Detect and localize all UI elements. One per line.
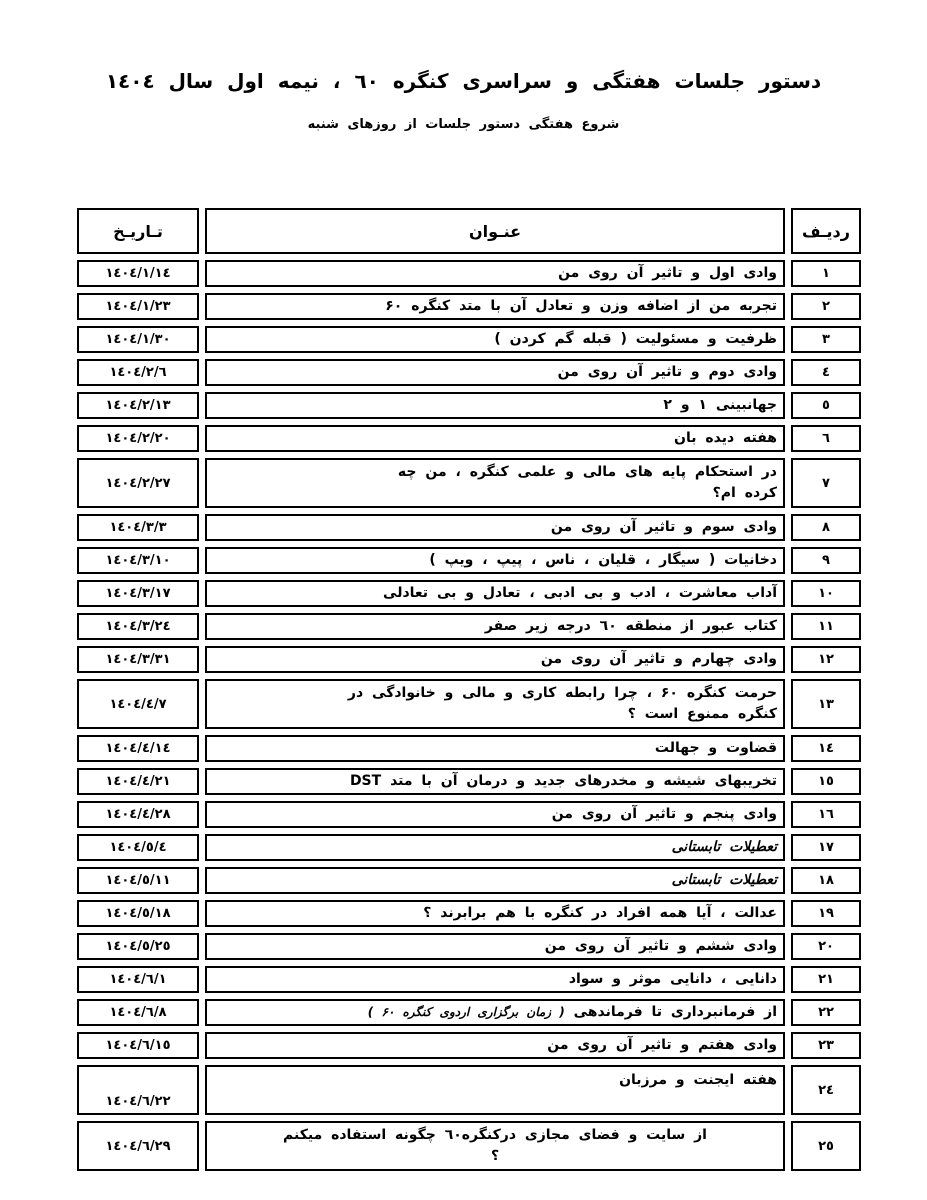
title-text: جهانبینی ١ و ٢: [663, 397, 777, 413]
date-cell: ١٤٠٤/٥/١١: [77, 867, 199, 894]
date-cell: ١٤٠٤/٢/٦: [77, 359, 199, 386]
date-cell: ١٤٠٤/٦/٨: [77, 999, 199, 1026]
row-number-cell: ١٩: [791, 900, 861, 927]
date-cell: ١٤٠٤/٢/١٣: [77, 392, 199, 419]
row-number-cell: ١: [791, 260, 861, 287]
title-text: وادی دوم و تاثیر آن روی من: [557, 364, 777, 380]
row-number-cell: ١٠: [791, 580, 861, 607]
title-line: از سایت و فضای مجازی درکنگره٦٠ چگونه استفاده میکنم: [283, 1127, 707, 1143]
title-cell: [205, 547, 785, 574]
title-cell: [205, 392, 785, 419]
table-row: [77, 208, 861, 254]
table-row: [77, 359, 861, 386]
title-cell: [205, 1121, 785, 1171]
title-text: وادی چهارم و تاثیر آن روی من: [540, 651, 777, 667]
title-cell: [205, 425, 785, 452]
date-cell: ١٤٠٤/٤/٢١: [77, 768, 199, 795]
title-text: دخانیات ( سیگار ، قلیان ، ناس ، پیپ ، ویپ ): [429, 552, 777, 568]
row-number-cell: ٣: [791, 326, 861, 353]
title-text: وادی اول و تاثیر آن روی من: [558, 265, 777, 281]
title-line: در استحکام پایه های مالی و علمی کنگره ، من چه: [397, 464, 777, 480]
row-number-cell: ٤: [791, 359, 861, 386]
date-cell: ١٤٠٤/١/١٤: [77, 260, 199, 287]
title-text: تجربه من از اضافه وزن و تعادل آن با متد کنگره ۶۰: [385, 298, 777, 314]
row-number-cell: ٢٠: [791, 933, 861, 960]
row-number-cell: ١٢: [791, 646, 861, 673]
table-header-row: [77, 208, 861, 254]
date-cell: ١٤٠٤/٣/١٧: [77, 580, 199, 607]
title-line: ؟: [490, 1148, 500, 1164]
date-cell: ١٤٠٤/٤/٢٨: [77, 801, 199, 828]
table-row: [77, 679, 861, 729]
table-row: [77, 966, 861, 993]
date-cell: ١٤٠٤/٣/٣١: [77, 646, 199, 673]
schedule-table: [71, 202, 867, 1177]
table-row: [77, 547, 861, 574]
title-text: عدالت ، آیا همه افراد در کنگره با هم برابرند ؟: [423, 905, 777, 921]
title-cell: [205, 613, 785, 640]
title-cell: [205, 293, 785, 320]
date-cell: ١٤٠٤/٦/٢٩: [77, 1121, 199, 1171]
title-note: ( زمان برگزاری اردوی کنگره ۶۰ ): [367, 1005, 565, 1019]
date-cell: ١٤٠٤/٤/٧: [77, 679, 199, 729]
table-row: [77, 293, 861, 320]
date-cell: ١٤٠٤/٢/٢٧: [77, 458, 199, 508]
table-row: [77, 514, 861, 541]
row-number-cell: ٩: [791, 547, 861, 574]
table-row: [77, 735, 861, 762]
table-body: [77, 260, 861, 1171]
date-cell: ١٤٠٤/٣/١٠: [77, 547, 199, 574]
row-number-cell: ٨: [791, 514, 861, 541]
header-title: عنـوان: [205, 208, 785, 254]
title-cell: [205, 999, 785, 1026]
title-text: تخریبهای شیشه و مخدرهای جدید و درمان آن با متد DST: [349, 773, 777, 789]
title-text: از فرمانبرداری تا فرماندهی: [573, 1004, 777, 1020]
title-line: کنگره ممنوع است ؟: [627, 706, 777, 722]
row-number-cell: ١٦: [791, 801, 861, 828]
document-subtitle: شروع هفتگی دستور جلسات از روزهای شنبه: [307, 117, 620, 132]
table-row: [77, 260, 861, 287]
table-row: [77, 580, 861, 607]
table-row: [77, 834, 861, 861]
row-number-cell: ٢١: [791, 966, 861, 993]
table-row: [77, 613, 861, 640]
title-text: وادی ششم و تاثیر آن روی من: [544, 938, 777, 954]
row-number-cell: ٦: [791, 425, 861, 452]
table-row: [77, 326, 861, 353]
row-number-cell: ٧: [791, 458, 861, 508]
title-text: وادی پنجم و تاثیر آن روی من: [551, 806, 777, 822]
title-cell: [205, 646, 785, 673]
title-cell: [205, 768, 785, 795]
header-row-number: ردیـف: [791, 208, 861, 254]
title-text: ظرفیت و مسئولیت ( قبله گم کردن ): [494, 331, 777, 347]
row-number-cell: ٢٥: [791, 1121, 861, 1171]
table-row: [77, 801, 861, 828]
title-cell: [205, 514, 785, 541]
table-row: [77, 900, 861, 927]
table-row: [77, 646, 861, 673]
title-text: کتاب عبور از منطقه ٦٠ درجه زیر صفر: [484, 618, 777, 634]
table-row: [77, 768, 861, 795]
title-cell: [205, 458, 785, 508]
title-cell: [205, 867, 785, 894]
title-cell: [205, 260, 785, 287]
title-text: قضاوت و جهالت: [654, 740, 777, 756]
table-row: [77, 1065, 861, 1115]
date-cell: ١٤٠٤/٤/١٤: [77, 735, 199, 762]
document-title: دستور جلسات هفتگی و سراسری کنگره ٦٠ ، نیمه اول سال ١٤٠٤: [105, 69, 822, 93]
title-cell: [205, 801, 785, 828]
title-cell: [205, 933, 785, 960]
title-text: وادی هفتم و تاثیر آن روی من: [547, 1037, 777, 1053]
date-cell: ١٤٠٤/٦/٢٢: [77, 1065, 199, 1115]
row-number-cell: ٢٣: [791, 1032, 861, 1059]
date-cell: ١٤٠٤/٦/١٥: [77, 1032, 199, 1059]
table-row: [77, 867, 861, 894]
title-text: وادی سوم و تاثیر آن روی من: [550, 519, 777, 535]
title-line: کرده ام؟: [712, 485, 777, 501]
date-cell: ١٤٠٤/٣/٢٤: [77, 613, 199, 640]
row-number-cell: ٢: [791, 293, 861, 320]
row-number-cell: ١٥: [791, 768, 861, 795]
title-cell: [205, 326, 785, 353]
title-text: دانایی ، دانایی موثر و سواد: [568, 971, 777, 987]
title-cell: [205, 580, 785, 607]
title-cell: [205, 834, 785, 861]
row-number-cell: ٢٤: [791, 1065, 861, 1115]
title-cell: [205, 679, 785, 729]
date-cell: ١٤٠٤/٥/٤: [77, 834, 199, 861]
table-row: [77, 392, 861, 419]
table-row: [77, 1032, 861, 1059]
table-row: [77, 425, 861, 452]
table-row: [77, 458, 861, 508]
title-text: هفته دیده بان: [674, 430, 777, 446]
date-cell: ١٤٠٤/٢/٢٠: [77, 425, 199, 452]
row-number-cell: ٢٢: [791, 999, 861, 1026]
row-number-cell: ١٨: [791, 867, 861, 894]
title-cell: [205, 966, 785, 993]
title-line: حرمت کنگره ۶۰ ، چرا رابطه کاری و مالی و خانوادگی در: [347, 685, 777, 701]
date-cell: ١٤٠٤/٣/٣: [77, 514, 199, 541]
date-cell: ١٤٠٤/٥/١٨: [77, 900, 199, 927]
title-text: آداب معاشرت ، ادب و بی ادبی ، تعادل و بی تعادلی: [383, 585, 777, 601]
row-number-cell: ١٧: [791, 834, 861, 861]
title-text: تعطیلات تابستانی: [671, 839, 777, 855]
row-number-cell: ١٤: [791, 735, 861, 762]
table-row: [77, 1121, 861, 1171]
header-date: تـاریـخ: [77, 208, 199, 254]
title-cell: [205, 1065, 785, 1115]
title-text: هفته ایجنت و مرزبان: [619, 1072, 777, 1088]
row-number-cell: ١٣: [791, 679, 861, 729]
date-cell: ١٤٠٤/٦/١: [77, 966, 199, 993]
title-cell: [205, 735, 785, 762]
title-cell: [205, 1032, 785, 1059]
date-cell: ١٤٠٤/١/٢٣: [77, 293, 199, 320]
title-cell: [205, 359, 785, 386]
title-cell: [205, 900, 785, 927]
row-number-cell: ١١: [791, 613, 861, 640]
table-row: [77, 933, 861, 960]
table-row: [77, 999, 861, 1026]
row-number-cell: ٥: [791, 392, 861, 419]
date-cell: ١٤٠٤/١/٣٠: [77, 326, 199, 353]
title-text: تعطیلات تابستانی: [671, 872, 777, 888]
date-cell: ١٤٠٤/٥/٢٥: [77, 933, 199, 960]
